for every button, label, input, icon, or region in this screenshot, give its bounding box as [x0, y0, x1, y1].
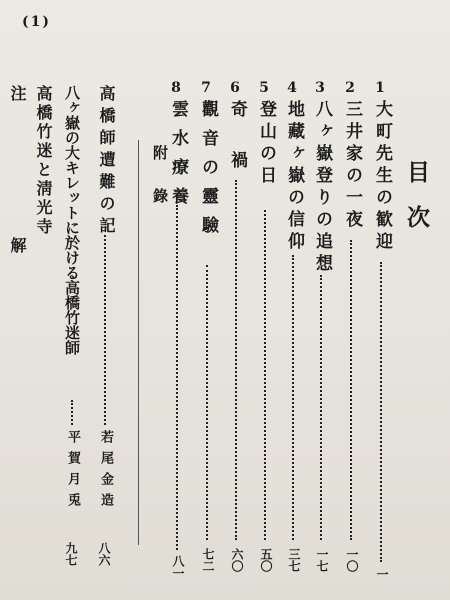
toc-title: 目次	[403, 160, 430, 250]
chapter-number: 5	[259, 80, 269, 96]
appendix-item-author: 若尾金造	[98, 430, 113, 514]
appendix-item-title[interactable]: 注解	[8, 85, 27, 389]
appendix-item-page: 八六	[97, 542, 111, 566]
chapter-page: 七二	[201, 548, 215, 572]
chapter-number: 2	[345, 80, 355, 96]
chapter-page: 六〇	[230, 548, 244, 572]
column-divider	[138, 140, 139, 545]
leader-dots	[350, 240, 352, 540]
chapter-number: 6	[230, 80, 240, 96]
appendix-item-page: 九七	[64, 542, 78, 566]
chapter-page: 五〇	[259, 548, 273, 572]
chapter-page: 一七	[315, 548, 329, 572]
chapter-title[interactable]: 八ヶ嶽登りの追想	[312, 100, 332, 276]
page-number: (1)	[22, 14, 51, 30]
leader-dots	[104, 235, 106, 425]
chapter-title[interactable]: 三井家の一夜	[342, 100, 362, 232]
chapter-page: 一	[375, 568, 389, 580]
chapter-number: 8	[171, 80, 181, 96]
chapter-number: 3	[315, 80, 325, 96]
leader-dots	[206, 265, 208, 540]
chapter-page: 八一	[171, 555, 185, 579]
chapter-title[interactable]: 雲水療養	[168, 100, 188, 216]
leader-dots	[176, 205, 178, 550]
chapter-title[interactable]: 觀音の靈驗	[198, 100, 218, 245]
chapter-number: 1	[375, 80, 385, 96]
chapter-number: 7	[201, 80, 211, 96]
appendix-item-author: 平賀月兎	[65, 430, 80, 514]
chapter-title[interactable]: 地藏ヶ嶽の信仰	[284, 100, 304, 254]
appendix-label: 附錄	[151, 145, 169, 231]
chapter-title[interactable]: 登山の日	[256, 100, 276, 188]
leader-dots	[380, 262, 382, 562]
leader-dots	[235, 180, 237, 540]
appendix-item-title[interactable]: 高橋師遭難の記	[97, 85, 116, 239]
appendix-item-title[interactable]: 高橋竹迷と淸光寺	[34, 85, 53, 237]
leader-dots	[292, 255, 294, 540]
chapter-title[interactable]: 奇禍	[227, 100, 247, 202]
leader-dots	[320, 275, 322, 540]
chapter-page: 一〇	[345, 548, 359, 572]
chapter-number: 4	[287, 80, 297, 96]
leader-dots	[264, 210, 266, 540]
chapter-page: 三七	[287, 548, 301, 572]
chapter-title[interactable]: 大町先生の歓迎	[372, 100, 392, 254]
leader-dots	[71, 400, 73, 425]
appendix-item-title[interactable]: 八ヶ嶽の大キレットに於ける高橋竹迷師	[63, 85, 81, 355]
